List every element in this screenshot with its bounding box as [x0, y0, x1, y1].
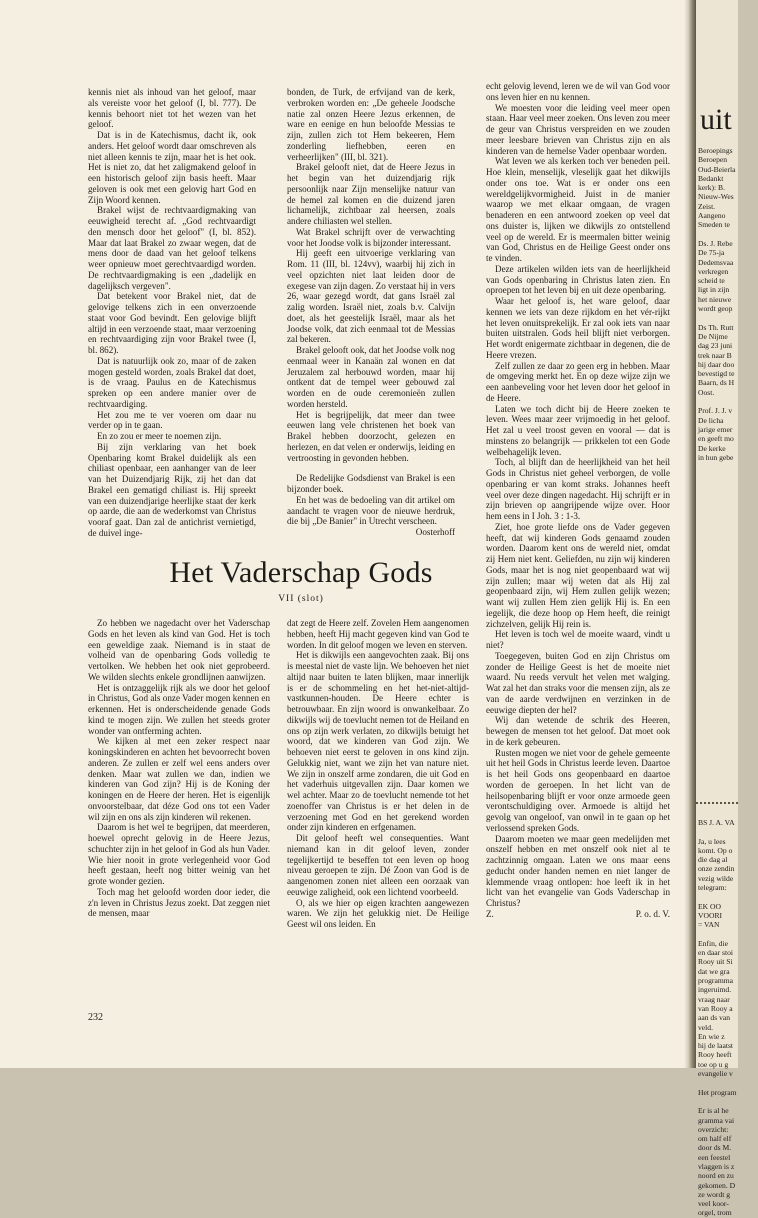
next-page-line: van Rooy a [698, 1003, 733, 1013]
next-page-line: aan ds van [698, 1013, 731, 1023]
next-page-line: Er is al he [698, 1106, 729, 1116]
paragraph: bonden, de Turk, de erfvijand van de kerk, verbroken worden en: „De geheele Joodsche natie zal onzen Heere Jezus erkennen, de ware en eenige en hun beloofde Messias te zijn, zullen zich tot Hem bekeeren, Hem zonderling liefhebben, eeren en verheerlijken" (III, bl. 321). [287, 87, 455, 162]
next-page-heading-fragment: uit [700, 103, 732, 136]
next-page-line [698, 313, 758, 322]
next-page-line: door ds M. [698, 1143, 732, 1153]
next-page-line: Ds Th. Rutt [698, 322, 734, 332]
next-page-line: gekomen. D [698, 1180, 736, 1190]
paragraph: Brakel gelooft ook, dat het Joodse volk nog eenmaal weer in Kanaän zal wonen en dat Jeruzalem zal herbouwd worden, maar hij ontkent dat de tempel weer gebouwd zal worden en de oude ceremonieën zullen worden hersteld. [287, 345, 455, 409]
paragraph: Toegegeven, buiten God en zijn Christus om zonder de Heilige Geest is het de moeite niet waard. Nu reeds vervult het velen met walging. Wat zal het dan straks voor die mensen zijn, als ze van de aarde verdwijnen en verzinken in de eeuwige diepten der hel? [486, 650, 670, 715]
next-page-line: veel koor- [698, 1199, 729, 1209]
next-page-line: Ja, u lees [698, 836, 726, 846]
next-page-line: trek naar B [698, 350, 732, 360]
next-page-line: VOORI [698, 910, 723, 920]
next-page-line: Rooy uit Si [698, 957, 733, 967]
paragraph: dat zegt de Heere zelf. Zovelen Hem aangenomen hebben, heeft Hij macht gegeven kind van God te worden. In dit geloof mogen we leven en sterven. [287, 618, 469, 650]
next-page-line: EK OO [698, 901, 721, 911]
next-page-line: Oost. [698, 387, 715, 397]
paragraph: Dat is in de Katechismus, dacht ik, ook anders. Het geloof wordt daar omschreven als niet alleen kennis te zijn, maar het is het ook. Het is niet zo, dat het zaligmakend geloof in een historisch geloof zijn basis heeft. Maar geloven is ook met een gelovig hart God en Zijn Woord kennen. [88, 130, 256, 205]
paragraph: Rusten mogen we niet voor de gehele gemeente uit het heil Gods in Christus leerde leven. Daartoe is het heil Gods ons geopenbaard en daartoe worden de geroepen. In het licht van de heilsopenbaring blijft er voor onze armoede geen verontschuldiging over. Armoede is altijd het gevolg van ongeloof, van onwil in te gaan op het verlossend spreken Gods. [486, 747, 670, 833]
paragraph: Toch mag het geloofd worden door ieder, die z'n leven in Christus Jezus zoekt. Dat zeggen niet de mensen, maar [88, 886, 270, 919]
paragraph: De Redelijke Godsdienst van Brakel is een bijzonder boek. [287, 473, 455, 494]
next-page-line: Zeist. [698, 201, 716, 211]
next-page-line: Beroepings [698, 146, 733, 155]
next-page-line [698, 397, 758, 406]
next-page-line: telegram: [698, 883, 727, 893]
next-page-line: Rooy heeft [698, 1050, 732, 1060]
paragraph: Brakel wijst de rechtvaardigmaking van eeuwigheid terecht af. „God rechtvaardigt den mensch door het geloof" (I, bl. 852). Maar dat laat Brakel zo zwaar wegen, dat de mens door de daad van het geloof telkens weer opnieuw moet gerechtvaardigd worden. De rechtvaardigmaking is een „dadelijk en dagelijksch vergeven". [88, 205, 256, 291]
paragraph: Wat leven we als kerken toch ver beneden peil. Hoe klein, menselijk, vleselijk gaat het dikwijls onder ons toe. Wat is er onder ons een wereldgelijkvormigheid. Juist in de manier waarop we met elkaar omgaan, de vragen benaderen en een antwoord zoeken op veel dat ons duister is, lijken we dikwijls zo ontstellend veel op de wereld. Er is meermalen bitter weinig van God, Christus en de Heilige Geest onder ons te vinden. [486, 156, 670, 263]
paragraph: En het was de bedoeling van dit artikel om aandacht te vragen voor de nieuwe herdruk, die bij „De Banier" in Utrecht verscheen. [287, 494, 455, 527]
paragraph: Dat is natuurlijk ook zo, maar of de zaken mogen gesteld worden, zoals Brakel dat doet, is de vraag. Paulus en de Katechismus spreken op een andere manier over de rechtvaardiging. [88, 355, 256, 409]
next-page-line: vlaggen is z [698, 1161, 735, 1171]
next-page-line: dag 23 juni [698, 341, 733, 351]
article-signature: P. o. d. V. [635, 908, 670, 919]
author-signature: Oosterhoff [415, 527, 455, 537]
page-fold-shadow [684, 0, 696, 1068]
paragraph: Bij zijn verklaring van het boek Openbaring komt Brakel duidelijk als een chiliast openbaar, een aanhanger van de leer van het Duizendjarig Rijk, zij het dan dat Brakel een gematigd chiliast is. Hij spreekt van een duizendjarige heerlijke staat der kerk op aarde, die aan de wederkomst van Christus vooraf gaat. Dan zal de antichrist vernietigd, de duivel inge- [88, 441, 256, 538]
next-page-line [698, 1097, 758, 1106]
next-page-line: veld. [698, 1022, 713, 1032]
paragraph: En zo zou er meer te noemen zijn. [97, 431, 222, 441]
next-page-line: Aangeno [698, 211, 726, 221]
next-page-line: en daar stoi [698, 948, 734, 958]
next-page-line: programma [698, 976, 734, 986]
next-page-text-top [698, 146, 758, 462]
next-page-line: Ds. J. Rebe [698, 238, 733, 248]
next-page-line: die dag al [698, 855, 728, 865]
next-page-line [698, 930, 758, 939]
paragraph: Daarom moeten we maar geen medelijden met onszelf hebben en met onszelf ook niet al te zachtzinnig omgaan. Laten we ons maar eens geducht onder handen nemen en niet langer de klemmende vraag ontlopen: hoe leeft ik in het licht van het evangelie van Gods Vaderschap in Christus? [486, 833, 670, 908]
divider-rule [696, 802, 738, 804]
paragraph: Daarom is het wel te begrijpen, dat meerderen, hoewel oprecht gelovig in de Heere Jezus, schuchter zijn in het geloof in God als hun Vader. Wie hier nooit in grote verlegenheid voor God heeft gestaan, heeft nog bitter weinig van het grote wonder gezien. [88, 822, 270, 886]
paragraph: Toch, al blijft dan de heerlijkheid van het heil Gods in Christus niet geheel verborgen, de volle openbaring er van komt straks. Johannes heeft veel over deze dingen nagedacht. Hij schrijft er in zijn brieven op aangrijpende wijze over. Hoor hem eens in I Joh. 3 : 1-3. [486, 457, 670, 521]
next-page-line: De licha [698, 415, 724, 425]
next-page-line: jarige emer [698, 424, 733, 434]
next-page-line: dat we gra [698, 966, 730, 976]
paragraph: Brakel gelooft niet, dat de Heere Jezus in het begin van het duizendjarig rijk persoonlijk naar Zijn menselijke natuur van de hemel zal komen en die duizend jaren lichamelijk, zichtbaar zal heersen, zoals andere chiliasten wel stellen. [287, 162, 455, 226]
paragraph: We moesten voor die leiding veel meer open staan. Haar veel meer zoeken. Ons leven zou meer de geur van Christus verspreiden en we zouden meer leesbare brieven van Christus zijn en als kinderen van de hemelse Vader openbaar worden. [486, 102, 670, 156]
paragraph: Zo hebben we nagedacht over het Vaderschap Gods en het leven als kind van God. Het is toch een geweldige zaak. Niemand is in staat de volheid van de openbaring Gods volledig te vertolken. We hebben het ook niet geprobeerd. We wilden slechts enkele grondlijnen aanwijzen. [88, 618, 270, 682]
next-page-line: en geeft mo [698, 434, 734, 444]
previous-article-column-1 [88, 87, 256, 543]
previous-article-column-2 [287, 87, 455, 543]
next-page-line: De 75-ja [698, 248, 725, 258]
next-page-line: vezig wilde [698, 873, 734, 883]
paragraph: echt gelovig levend, leren we de wil van God voor ons leven hier en nu kennen. [486, 81, 670, 102]
next-page-line: verkregen [698, 266, 729, 276]
next-page-line: Dedemsvaa [698, 257, 734, 267]
next-page-line: Prof. J. J. v [698, 406, 733, 416]
next-page-line: toe op u g [698, 1059, 729, 1069]
paragraph: Het leven is toch wel de moeite waard, vindt u niet? [486, 629, 670, 650]
signature-initial: Z. [486, 908, 494, 919]
next-page-line: onze zendin [698, 864, 735, 874]
article-subtitle: VII (slot) [278, 594, 324, 604]
next-page-line: noord en zu [698, 1171, 734, 1181]
next-page-line [698, 230, 758, 239]
next-page-edge [696, 0, 738, 1218]
next-page-line: = VAN [698, 920, 720, 930]
next-page-line: evangelie v [698, 1069, 733, 1079]
paragraph: Het is dikwijls een aangevochten zaak. Bij ons is meestal niet de vaste lijn. We behoeven het niet altijd naar buiten te laten blijken, maar innerlijk is er de schommeling en het het-niet-altijd-vastkunnen-houden. De Heere echter is betrouwbaar. En zijn woord is onwankelbaar. Zo dikwijls wij de toevlucht nemen tot de Heiland en ons op zijn werk verlaten, zo dikwijls betuigt het woord, dat we kinderen van God zijn. We behoeven niet eerst te geloven in ons kind zijn. Gelukkig niet, want we zijn het van nature niet. We zijn in onszelf arme zondaren, die uit God en het vaderhuis uitgevallen zijn. Daar komen we wel achter. Maar zo de toevlucht nemende tot het zoenoffer van Christus is er het delen in de verzoening met God en het gerekend worden onder zijn kinderen en erfgenamen. [287, 650, 469, 833]
paragraph: Het is begrijpelijk, dat meer dan twee eeuwen lang vele christenen het boek van Brakel hebben doorzocht, gelezen en herlezen, en dat velen er onderwijs, leiding en vertroosting in gevonden hebben. [287, 409, 455, 463]
next-page-line: De kerke [698, 443, 726, 453]
next-page-line: kerk): B. [698, 183, 725, 193]
paragraph: Dat betekent voor Brakel niet, dat de gelovige telkens zich in een onverzoende staat voor God bevindt. Een gelovige blijft altijd in een verzoende staat, maar verzoening en rechtvaardiging zijn voor Brakel twee (I, bl. 862). [88, 291, 256, 355]
paragraph: We kijken al met een zeker respect naar koningskinderen en achten het bevoorrecht boven anderen. Ze zullen er zelf wel eens anders over denken. Maar wat zullen we dan, indien we kinderen van God zijn? Hij is de Koning der koningen en de Heere der heren. Het is eigenlijk onvoorstelbaar, dat déze God ons tot een Vader wil zijn en ons als zijn kinderen wil rekenen. [88, 736, 270, 822]
paragraph: Ziet, hoe grote liefde ons de Vader gegeven heeft, dat wij kinderen Gods genaamd zouden worden. Daarom kent ons de wereld niet, omdat zij Hem niet kent. Geliefden, nu zijn wij kinderen Gods, maar het is nog niet geopenbaard wat wij zijn zullen; maar wij weten dat als Hij zal geopenbaard zijn, wij Hem zullen gelijk wezen; want wij zullen Hem zien gelijk Hij is. En een iegelijk, die deze hoop op Hem heeft, die reinigt zichzelven, gelijk Hij rein is. [486, 521, 670, 629]
paragraph: Wat Brakel schrijft over de verwachting voor het Joodse volk is bijzonder interessant. [287, 226, 455, 248]
next-page-line: En wie z [698, 1031, 725, 1041]
next-page-line: Beroepen [698, 155, 728, 165]
next-page-line: ligt in zijn [698, 285, 730, 295]
next-page-line: orgel, trom [698, 1208, 732, 1218]
article-column-2 [287, 618, 469, 1006]
paragraph: Laten we toch dicht bij de Heere zoeken te leven. Wees maar zeer vrijmoedig in het geloof. Het zal u veel troost geven en vooral — dat is minstens zo belangrijk — prikkelen tot een Gode welbehagelijk leven. [486, 403, 670, 457]
next-page-line: een feestel [698, 1152, 731, 1162]
next-page-line: hij daar doo [698, 359, 735, 369]
paragraph: Dit geloof heeft wel consequenties. Want niemand kan in dit geloof leven, zonder tegelijkertijd te beseffen tot een leven op hoog niveau geroepen te zijn. Dé Zoon van God is de aangenomen zonen niet alleen een oorzaak van eeuwige zaligheid, ook een lichtend voorbeeld. [287, 833, 469, 897]
next-page-line: Smeden te [698, 220, 730, 230]
paragraph: Zelf zullen ze daar zo geen erg in hebben. Maar de omgeving merkt het. En op deze wijze zijn we een aanbeveling voor het leven door het geloof in de Heere. [486, 360, 670, 403]
next-page-line: komt. Op o [698, 845, 733, 855]
next-page-line: ze wordt g [698, 1189, 731, 1199]
next-page-line: gramma vai [698, 1115, 735, 1125]
next-page-line: Oud-Beierla [698, 164, 736, 174]
article-column-3 [486, 81, 670, 1003]
next-page-line: wordt geop [698, 304, 733, 314]
next-page-line: De Nijme [698, 331, 728, 341]
next-page-line: het nieuwe [698, 294, 732, 304]
next-page-line: om half elf [698, 1134, 732, 1144]
next-page-line: bevestigd te [698, 369, 735, 379]
next-page-line: in hun gebe [698, 452, 734, 462]
paragraph: kennis niet als inhoud van het geloof, maar als vereiste voor het geloof (I, bl. 777). De kennis behoort niet tot het wezen van het geloof. [88, 87, 256, 130]
next-page-line [698, 827, 758, 836]
next-page-line: Baarn, ds H [698, 378, 735, 388]
next-page-line: overzicht: [698, 1124, 729, 1134]
next-page-line: Het program [698, 1087, 737, 1097]
next-page-text-bottom [698, 818, 758, 1218]
paragraph: Deze artikelen wilden iets van de heerlijkheid van Gods openbaring in Christus laten zien. En oproepen tot het leven bij en uit deze openbaring. [486, 263, 670, 296]
next-page-line: Bedankt [698, 173, 724, 183]
page-number: 232 [88, 1012, 103, 1023]
paragraph: Waar het geloof is, het ware geloof, daar kennen we iets van deze rijkdom en het vér-rijkt het leven onuitsprekelijk. Er zal ook iets van naar buiten uitstralen. Gods heil blijft niet verborgen. Het wordt enigermate zichtbaar in degenen, die de Heere vrezen. [486, 296, 670, 360]
next-page-line [698, 1078, 758, 1087]
next-page-line: Enfin, die [698, 938, 728, 948]
paragraph: Het zou me te ver voeren om daar nu verder op in te gaan. [88, 409, 256, 431]
next-page-line: BS J. A. VA [698, 818, 735, 827]
next-page-line: hij de laatst [698, 1041, 734, 1051]
next-page-line: Nieuw-Wes [698, 192, 734, 202]
paragraph: O, als we hier op eigen krachten aangewezen waren. We zijn het gelukkig niet. De Heilige Geest wil ons leiden. En [287, 897, 469, 929]
paragraph: Hij geeft een uitvoerige verklaring van Rom. 11 (III, bl. 124vv), waarbij hij zich in veel opzichten niet laat leiden door de exegese van zijn dagen. Zo verstaat hij in vers 26, waar gezegd wordt, dat gans Israël zal zalig worden. Israël niet, zoals b.v. Calvijn doet, als het geestelijk Israël, maar als het Joodse volk, dat zich eenmaal tot de Messias zal bekeren. [287, 248, 455, 345]
paragraph: Wij dan wetende de schrik des Heeren, bewegen de mensen tot het geloof. Dat moet ook in de kerk gebeuren. [486, 715, 670, 747]
article-title: Het Vaderschap Gods [169, 556, 433, 589]
next-page-line: ingeruimd. [698, 985, 732, 995]
article-signature-row [486, 909, 670, 920]
article-column-1 [88, 618, 270, 1006]
next-page-line [698, 892, 758, 901]
paragraph: Het is ontzaggelijk rijk als we door het geloof in Christus, God als onze Vader mogen kennen en erkennen. Het is onderscheidende genade Gods kind te mogen zijn. We zullen het steeds groter wonder van ontferming achten. [88, 682, 270, 736]
next-page-line: vraag naar [698, 994, 730, 1004]
next-page-line: scheid te [698, 276, 725, 286]
